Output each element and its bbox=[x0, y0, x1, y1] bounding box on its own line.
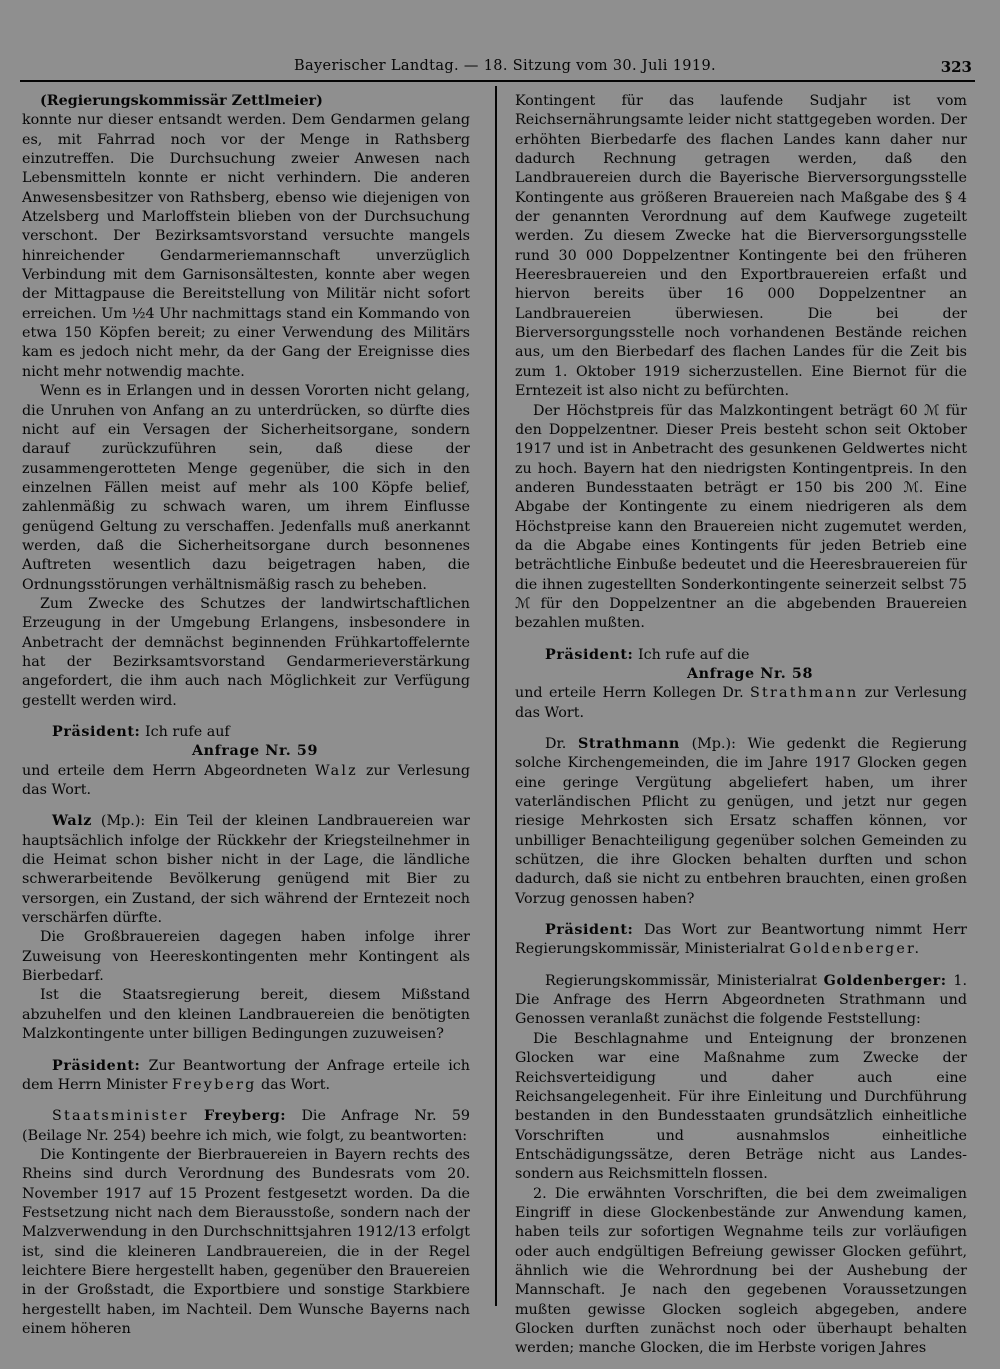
inquiry-heading: Anfrage Nr. 59 bbox=[191, 743, 319, 760]
text-fragment: Zur Beantwortung der Anfrage erteile ich dem Herrn Minister bbox=[22, 1057, 471, 1093]
left-column bbox=[22, 92, 470, 1339]
speech-president bbox=[515, 646, 967, 665]
speaker-label: Freyberg: bbox=[204, 1108, 287, 1125]
speech-freyberg bbox=[22, 1107, 470, 1146]
speaker-label: Goldenberger: bbox=[823, 972, 947, 989]
speaker-label: Präsident: bbox=[545, 646, 634, 663]
text-fragment: und erteile Herrn Kollegen Dr. bbox=[515, 685, 744, 702]
paragraph: Der Höchstpreis für das Malzkontingent beträgt 60 ℳ für den Doppelzentner. Dieser Preis besteht schon seit Oktober 1917 und ist in Anbetracht des gesunkenen Geldwertes nicht zu hoch. Bayern hat den niedrigsten Kontingentpreis. In den anderen Bundesstaaten beträgt er 150 bis 200 ℳ. Eine Abgabe der Kontingente zu einem niedrigeren als dem Höchstpreise kann den Brauereien nicht zugemutet werden, da die Abgabe eines Kontingents für jeden Betrieb eine beträchtliche Einbuße bedeutet und die Heeresbrauereien für die ihnen zugestellten Sonderkontingente seinerzeit selbst 75 ℳ für den Doppelzentner an die abgebenden Brauereien bezahlen mußten. bbox=[515, 402, 967, 632]
right-column bbox=[515, 92, 967, 1359]
speech-text: Ich rufe auf die bbox=[637, 646, 750, 663]
speaker-role: Staatsminister bbox=[52, 1108, 189, 1125]
paragraph: Zum Zwecke des Schutzes der landwirtschaftlichen Erzeugung in der Umgebung Erlangens, insbesondere in Anbetracht der demnächst beginnenden Frühkartoffelernte hat der Bezirksamtsvorstand Gendarmerieverstärkung angefordert, die ihm auch nach Möglichkeit zur Verfügung gestellt werden wird. bbox=[22, 595, 470, 709]
text-fragment: und erteile dem Herrn Abgeordneten bbox=[22, 762, 307, 779]
paragraph: konnte nur dieser entsandt werden. Dem Gendarmen gelang es, mit Fahrrad noch vor der Menge in Rathsberg einzutreffen. Die Durchsuchung zweier Anwesen nach Lebensmitteln konnte er nicht verhindern. Die anderen Anwesensbesitzer von Rathsberg, ebenso wie diejenigen von Atzelsberg und Marloffstein blieben von der Durchsuchung verschont. Der Bezirksamtsvorstand versuchte mangels hinreichender Gendarmeriemannschaft unverzüglich Verbindung mit dem Garnisonsältesten, konnte aber wegen der Mittagpause die Bereitstellung von Militär nicht sofort erreichen. Um ½4 Uhr nachmittags stand ein Kommando von etwa 150 Köpfen bereit; zu einer Verwendung des Militärs kam es jedoch nicht mehr, da der Gang der Ereignisse dies nicht mehr notwendig machte. bbox=[22, 112, 470, 380]
paragraph: Die Großbrauereien dagegen haben infolge ihrer Zuweisung von Heereskontingenten mehr Kontingent als Bierbedarf. bbox=[22, 929, 470, 985]
name-spaced: Goldenberger. bbox=[789, 941, 922, 958]
running-title: Bayerischer Landtag. — 18. Sitzung vom 30. Juli 1919. bbox=[294, 58, 716, 74]
text-fragment: zur Verlesung das Wort. bbox=[22, 762, 470, 799]
speech-goldenberger bbox=[515, 972, 967, 1030]
paragraph: Die Kontingente der Bierbrauereien in Bayern rechts des Rheins sind durch Verordnung des Bundesrats vom 20. November 1917 auf 15 Prozent festgesetzt worden. Da die Festsetzung nicht nach dem Bierausstoße, sondern nach der Malzverwendung in den Durchschnittsjahren 1912/13 erfolgt ist, sind die kleineren Landbrauereien, die in der Regel leichtere Biere hergestellt haben, gegenüber den Brauereien in der Großstadt, die Exportbiere und sonstige Starkbiere hergestellt haben, im Nachteil. Dem Wunsche Bayerns nach einem höheren bbox=[22, 1146, 470, 1337]
text-fragment: Das Wort zur Beantwortung nimmt Herr Regierungskommissär, Ministerialrat bbox=[515, 922, 967, 958]
speaker-label: Strathmann bbox=[577, 736, 680, 752]
speech-president bbox=[22, 1057, 470, 1096]
speaker-label: Walz bbox=[52, 813, 93, 830]
speaker-role: Regierungskommissär, Ministerialrat bbox=[545, 972, 817, 989]
continuation-speaker: (Regierungskommissär Zettlmeier) bbox=[40, 93, 323, 109]
column-divider bbox=[495, 86, 497, 1306]
paragraph bbox=[515, 684, 967, 723]
speaker-label: Präsident: bbox=[52, 724, 141, 740]
paragraph: 2. Die erwähnten Vorschriften, die bei dem zweimaligen Eingriff in diese Glockenbestände zur Anwendung kamen, haben teils zur sofortigen Wegnahme teils zur vorläufigen oder auch endgültigen Befreiung gewisser Glocken geführt, ähnlich wie die Wehrordnung bei der Aushebung der Mannschaft. Je nach den gegebenen Voraussetzungen mußten gewisse Glocken sogleich abgegeben, andere Glocken durften zunächst noch oder überhaupt behalten werden; manche Glocken, die im Herbste vorigen Jahres bbox=[515, 1185, 967, 1357]
paragraph bbox=[22, 762, 470, 801]
speaker-label: Präsident: bbox=[545, 922, 634, 939]
speech-text: Wie gedenkt die Regierung solche Kirchengemeinden, die im Jahre 1917 Glocken gegen eine geringe Vergütung abgeliefert haben, um ihrer vaterländischen Pflicht zu genügen, und jetzt nur gegen riesige Mehrkosten sich Ersatz schaffen können, vor unbilliger Benachteiligung gegenüber solchen Gemeinden zu schützen, die ihre Glocken behalten durften und schon dadurch, daß sie nicht zu entbehren brauchten, einen großen Vorzug genossen haben? bbox=[515, 736, 968, 907]
speech-president bbox=[515, 921, 967, 960]
paragraph: Kontingent für das laufende Sudjahr ist vom Reichsernährungsamte leider nicht stattgegeben worden. Der erhöhten Bierbedarfe des flachen Landes kann daher nur dadurch Rechnung getragen werden, daß den Landbrauereien durch die Bayerische Bierversorgungsstelle Kontingente aus größeren Brauereien nach Maßgabe des § 4 der genannten Verordnung auf dem Kaufwege zugeteilt werden. Zu diesem Zwecke hat die Bierversorgungsstelle rund 30 000 Doppelzentner Kontingente bei den früheren Heeresbrauereien und den Exportbrauereien erfaßt und hiervon bereits über 16 000 Doppelzentner an Landbrauereien überwiesen. Die bei der Bierversorgungsstelle noch vorhandenen Bestände reichen aus, um den Bierbedarf des flachen Landes für die Zeit bis zum 1. Oktober 1919 sicherzustellen. Eine Biernot für die Erntezeit ist also nicht zu befürchten. bbox=[515, 93, 967, 400]
party-label: (Mp.): bbox=[100, 813, 146, 830]
page-header bbox=[0, 58, 1000, 80]
speech-text: Ein Teil der kleinen Landbrauereien war hauptsächlich infolge der Rückkehr der Kriegsteilnehmer in die Heimat schon bisher nicht in der Lage, die ländliche schwerarbeitende Bevölkerung genügend mit Bier zu versorgen, ein Zustand, der sich während der Erntezeit noch verschärfen dürfte. bbox=[22, 813, 470, 927]
speaker-label: Präsident: bbox=[52, 1057, 141, 1074]
page-number: 323 bbox=[940, 58, 972, 76]
header-rule bbox=[20, 80, 975, 82]
speech-president bbox=[22, 723, 470, 742]
paragraph: Die Beschlagnahme und Enteignung der bronzenen Glocken war eine Maßnahme zum Zwecke der Reichsverteidigung und daher auch eine Reichsangelegenheit. Für ihre Einleitung und Durchführung bestanden in den Bundesstaaten grundsätzlich einheitliche Vorschriften und ausnahmslos einheitliche Entschädigungssätze, deren Beträge nicht aus Landes- sondern aus Reichsmitteln flossen. bbox=[515, 1030, 967, 1183]
speech-strathmann bbox=[515, 735, 967, 909]
name-spaced: Freyberg bbox=[171, 1076, 257, 1093]
text-fragment: zur Verlesung das Wort. bbox=[515, 685, 967, 721]
name-spaced: Walz bbox=[315, 762, 358, 779]
name-spaced: Strathmann bbox=[750, 685, 859, 702]
speech-text: 1. Die Anfrage des Herrn Abgeordneten Strathmann und Genossen veranlaßt zunächst die folgende Feststellung: bbox=[515, 972, 968, 1028]
party-label: (Mp.): bbox=[691, 736, 736, 752]
speaker-title: Dr. bbox=[545, 736, 567, 752]
text-fragment: das Wort. bbox=[261, 1076, 331, 1093]
speech-walz bbox=[22, 812, 470, 928]
speech-text: Die Anfrage Nr. 59 (Beilage Nr. 254) beehre ich mich, wie folgt, zu beantworten: bbox=[22, 1108, 471, 1144]
inquiry-heading: Anfrage Nr. 58 bbox=[686, 665, 814, 682]
paragraph: Wenn es in Erlangen und in dessen Vororten nicht gelang, die Unruhen von Anfang an zu unterdrücken, so dürfte dies nicht auf ein Versagen der Sicherheitsorgane, sondern darauf zurückzuführen sein, daß diese der zusammengerotteten Menge gegenüber, die sich in den einzelnen Fällen meist auf mehr als 100 Köpfe belief, zahlenmäßig zu schwach waren, um ihrem Einflusse genügend Geltung zu verschaffen. Jedenfalls muß anerkannt werden, daß die Sicherheitsorgane durch besonnenes Auftreten wesentlich dazu beigetragen haben, die Ordnungsstörungen verhältnismäßig rasch zu beheben. bbox=[22, 383, 470, 593]
speech-text: Ich rufe auf bbox=[144, 724, 230, 740]
paragraph: Ist die Staatsregierung bereit, diesem Mißstand abzuhelfen und den kleinen Landbrauereien die benötigten Malzkontingente unter billigen Bedingungen zuzuweisen? bbox=[22, 987, 470, 1043]
